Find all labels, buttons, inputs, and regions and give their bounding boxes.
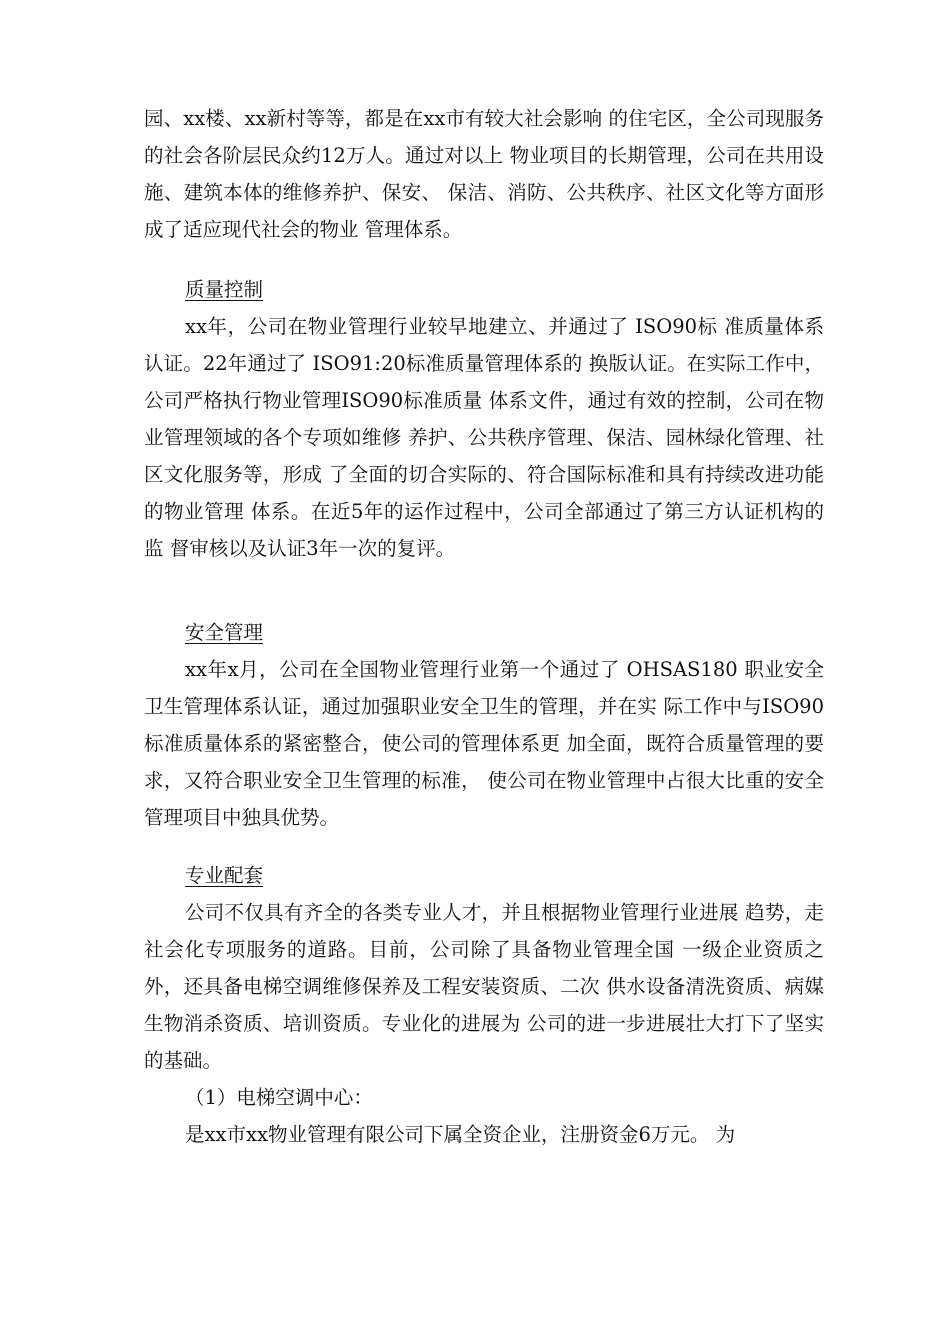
document-page (144, 100, 824, 1153)
section-heading-safety (144, 614, 824, 651)
section-heading-quality (144, 271, 824, 308)
sub-item-body: 是xx市xx物业管理有限公司下属全资企业，注册资金6万元。 为 (185, 1123, 736, 1146)
spacer (144, 836, 824, 857)
section-heading-quality-text: 质量控制 (185, 278, 264, 301)
section-heading-safety-text: 安全管理 (185, 621, 264, 644)
section-heading-professional-text: 专业配套 (185, 864, 264, 887)
section-heading-professional (144, 857, 824, 894)
spacer (144, 567, 824, 614)
section-body-professional: 公司不仅具有齐全的各类专业人才，并且根据物业管理行业进展 趋势，走社会化专项服务的道路。目前，公司除了具备物业管理全国 一级企业资质之外，还具备电梯空调维修保养及工程安装资质、二次 供水设备清洗资质、病媒生物消杀资质、培训资质。专业化的进展为 公司的进一步进展壮大打下了坚实的基础。 (144, 901, 824, 1072)
spacer (144, 248, 824, 271)
intro-paragraph: 园、xx楼、xx新村等等，都是在xx市有较大社会影响 的住宅区，全公司现服务的社会各阶层民众约12万人。通过对以上 物业项目的长期管理，公司在共用设施、建筑本体的维修养护、保安、 保洁、消防、公共秩序、社区文化等方面形成了适应现代社会的物业 管理体系。 (144, 107, 824, 241)
sub-item-label: （1）电梯空调中心： (185, 1086, 373, 1109)
section-body-safety: xx年x月，公司在全国物业管理行业第一个通过了 OHSAS180 职业安全卫生管理体系认证，通过加强职业安全卫生的管理，并在实 际工作中与ISO90标准质量体系的紧密整合，使公司的管理体系更 加全面，既符合质量管理的要求，又符合职业安全卫生管理的标准， 使公司在物业管理中占很大比重的安全管理项目中独具优势。 (144, 658, 824, 829)
section-body-quality: xx年，公司在物业管理行业较早地建立、并通过了 ISO90标 准质量体系认证。22年通过了 ISO91:20标准质量管理体系的 换版认证。在实际工作中，公司严格执行物业管理ISO90标准质量 体系文件，通过有效的控制，公司在物业管理领域的各个专项如维修 养护、公共秩序管理、保洁、园林绿化管理、社区文化服务等，形成 了全面的切合实际的、符合国际标准和具有持续改进功能的物业管理 体系。在近5年的运作过程中，公司全部通过了第三方认证机构的监 督审核以及认证3年一次的复评。 (144, 315, 824, 560)
